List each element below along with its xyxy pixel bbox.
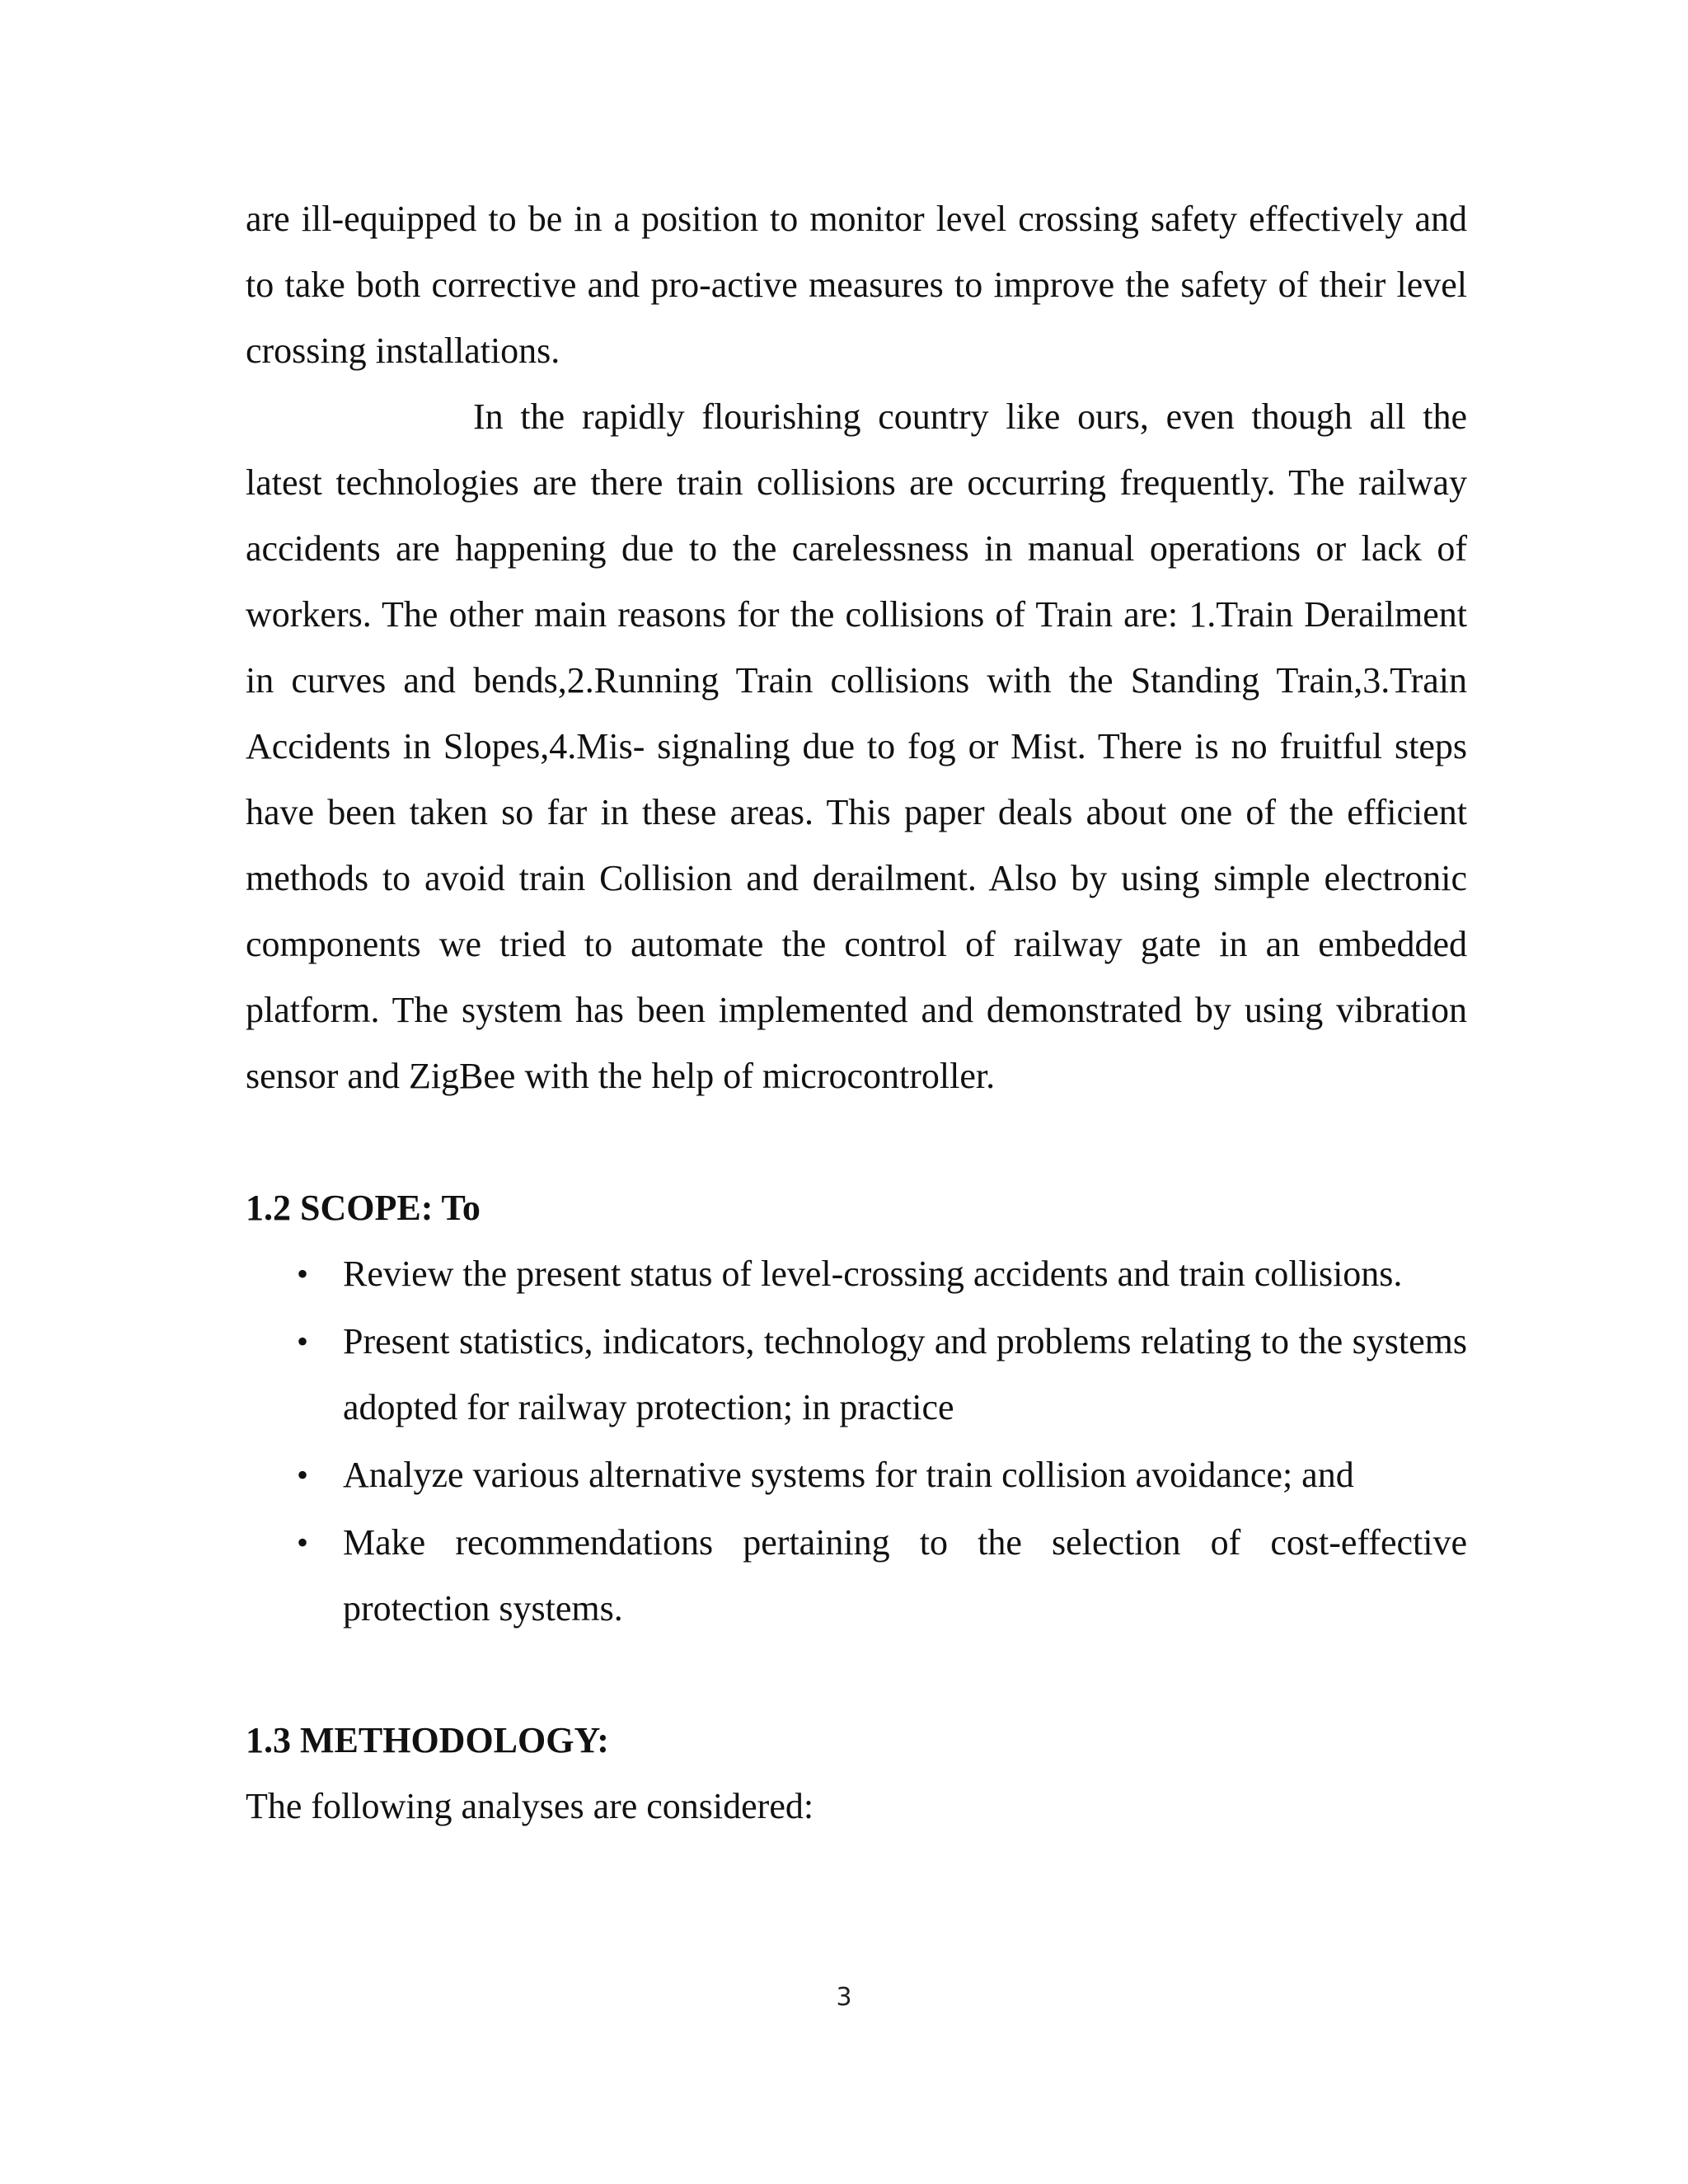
bullet-icon: • — [297, 1255, 309, 1292]
methodology-heading: 1.3 METHODOLOGY: — [246, 1720, 609, 1760]
scope-heading: 1.2 SCOPE: To — [246, 1188, 481, 1228]
methodology-intro: The following analyses are considered: — [246, 1786, 814, 1826]
continuation-paragraph: are ill-equipped to be in a position to monitor level crossing safety effectively and to take both corrective and pro-active measures to improve the safety of their level crossing installations. — [246, 199, 1467, 371]
page-content — [246, 186, 1467, 1840]
bullet-icon: • — [297, 1323, 309, 1360]
scope-item-text: Make recommendations pertaining to the selection of cost-effective protection systems. — [343, 1522, 1467, 1629]
bullet-icon: • — [297, 1524, 309, 1561]
page-number: 3 — [836, 1983, 852, 2012]
scope-list-item — [246, 1309, 1467, 1441]
scope-list-item — [246, 1510, 1467, 1642]
scope-item-text: Analyze various alternative systems for train collision avoidance; and — [343, 1455, 1354, 1495]
bullet-icon: • — [297, 1456, 309, 1493]
scope-list — [246, 1241, 1467, 1642]
scope-list-item — [246, 1442, 1467, 1508]
scope-item-text: Review the present status of level-crossing accidents and train collisions. — [343, 1254, 1403, 1294]
scope-item-text: Present statistics, indicators, technology and problems relating to the systems adopted for railway protection; in practice — [343, 1321, 1467, 1427]
main-paragraph: In the rapidly flourishing country like ours, even though all the latest technologies are there train collisions are occurring frequently. The railway accidents are happening due to the carelessness in manual operations or lack of workers. The other main reasons for the collisions of Train are: 1.Train Derailment in curves and bends,2.Running Train collisions with the Standing Train,3.Train Accidents in Slopes,4.Mis- signaling due to fog or Mist. There is no fruitful steps have been taken so far in these areas. This paper deals about one of the efficient methods to avoid train Collision and derailment. Also by using simple electronic components we tried to automate the control of railway gate in an embedded platform. The system has been implemented and demonstrated by using vibration sensor and ZigBee with the help of microcontroller. — [246, 396, 1467, 1096]
scope-list-item — [246, 1241, 1467, 1307]
